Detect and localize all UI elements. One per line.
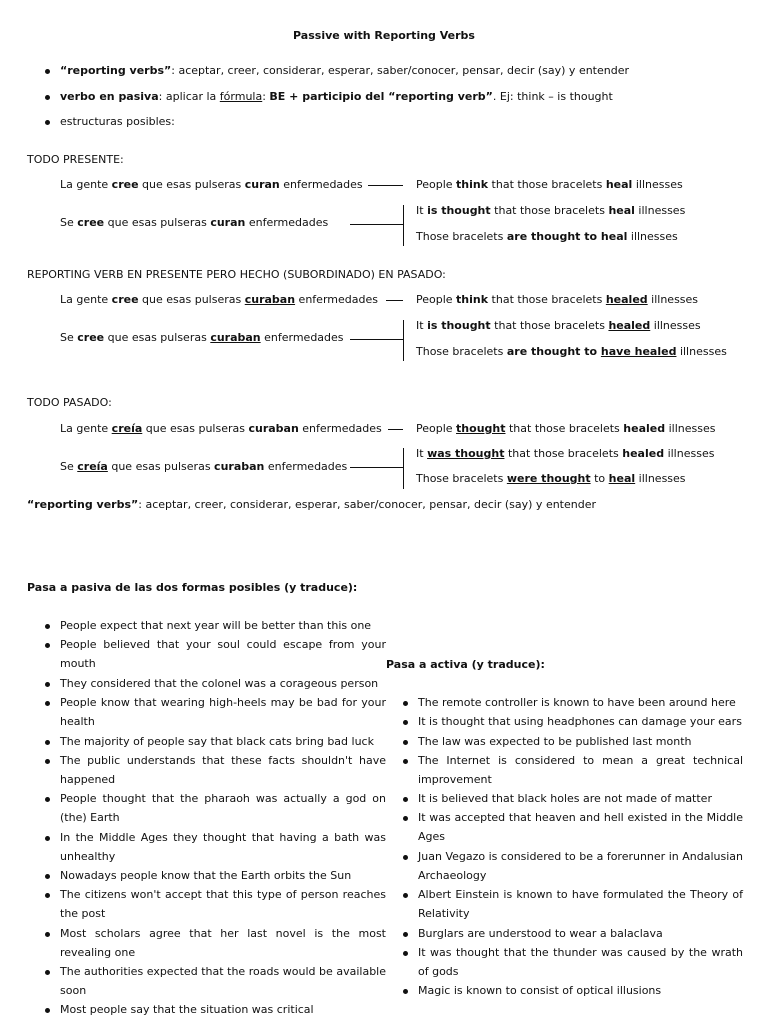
bullet-icon — [403, 855, 408, 860]
bracket-line — [403, 320, 404, 361]
exercise-item: It is thought that using headphones can damage your ears — [418, 715, 742, 728]
spanish-passive-sentence: Se cree que esas pulseras curaban enfermedades — [60, 331, 344, 344]
bullet-icon — [403, 759, 408, 764]
bullet-icon — [403, 989, 408, 994]
connector-line — [350, 224, 403, 225]
english-passive-it-sentence: It was thought that those bracelets healed illnesses — [416, 447, 715, 460]
bullet-icon — [45, 95, 50, 100]
exercise-item: The majority of people say that black cats bring bad luck — [60, 735, 374, 748]
bullet-icon — [45, 893, 50, 898]
english-passive-subject-sentence: Those bracelets are thought to have healed illnesses — [416, 345, 727, 358]
spanish-passive-sentence: Se cree que esas pulseras curan enfermedades — [60, 216, 329, 229]
bullet-icon — [45, 932, 50, 937]
intro-structures: estructuras posibles: — [60, 115, 175, 128]
bullet-icon — [45, 701, 50, 706]
bullet-icon — [45, 836, 50, 841]
exercise-item: People expect that next year will be better than this one — [60, 619, 372, 632]
exercise-2-heading: Pasa a activa (y traduce): — [386, 658, 545, 671]
exercise-item: It was thought that the thunder was caused by the wrath of gods — [418, 946, 743, 978]
bullet-icon — [45, 797, 50, 802]
exercise-item: It was accepted that heaven and hell existed in the Middle Ages — [418, 811, 743, 843]
bullet-icon — [403, 951, 408, 956]
exercise-item: The authorities expected that the roads would be available soon — [60, 965, 386, 997]
english-active-sentence: People think that those bracelets healed illnesses — [416, 293, 699, 306]
section-heading: TODO PASADO: — [27, 396, 112, 409]
bullet-icon — [45, 1008, 50, 1013]
spanish-active-sentence: La gente cree que esas pulseras curan enfermedades — [60, 178, 363, 191]
bullet-icon — [45, 624, 50, 629]
exercise-item: The remote controller is known to have been around here — [418, 696, 736, 709]
bullet-icon — [45, 740, 50, 745]
spanish-passive-sentence: Se creía que esas pulseras curaban enfermedades — [60, 460, 348, 473]
exercise-1-heading: Pasa a pasiva de las dos formas posibles (y traduce): — [27, 581, 358, 594]
english-active-sentence: People thought that those bracelets healed illnesses — [416, 422, 716, 435]
bullet-icon — [403, 701, 408, 706]
connector-line — [388, 429, 403, 430]
bracket-line — [403, 205, 404, 246]
exercise-item: Magic is known to consist of optical illusions — [418, 984, 662, 997]
exercise-item: It is believed that black holes are not made of matter — [418, 792, 712, 805]
exercise-item: In the Middle Ages they thought that having a bath was unhealthy — [60, 831, 386, 863]
exercise-item: The law was expected to be published last month — [418, 735, 692, 748]
bracket-line — [403, 448, 404, 489]
english-active-sentence: People think that those bracelets heal illnesses — [416, 178, 683, 191]
exercise-item: The Internet is considered to mean a great technical improvement — [418, 754, 743, 786]
bullet-icon — [45, 759, 50, 764]
bullet-icon — [403, 893, 408, 898]
connector-line — [368, 185, 403, 186]
exercise-item: People know that wearing high-heels may be bad for your health — [60, 696, 386, 728]
bullet-icon — [403, 932, 408, 937]
exercise-item: Albert Einstein is known to have formulated the Theory of Relativity — [418, 888, 743, 920]
english-passive-it-sentence: It is thought that those bracelets healed illnesses — [416, 319, 701, 332]
bullet-icon — [45, 874, 50, 879]
connector-line — [350, 467, 403, 468]
exercise-item: They considered that the colonel was a corageous person — [60, 677, 379, 690]
connector-line — [386, 300, 403, 301]
bullet-icon — [403, 740, 408, 745]
exercise-item: The public understands that these facts shouldn't have happened — [60, 754, 386, 786]
bullet-icon — [403, 720, 408, 725]
intro-reporting-verbs: “reporting verbs”: aceptar, creer, considerar, esperar, saber/conocer, pensar, decir (say) y entender — [60, 64, 630, 77]
page-title: Passive with Reporting Verbs — [293, 29, 475, 42]
bullet-icon — [45, 682, 50, 687]
reporting-verbs-recap: “reporting verbs”: aceptar, creer, considerar, esperar, saber/conocer, pensar, decir (say) y entender — [27, 498, 597, 511]
bullet-icon — [45, 120, 50, 125]
bullet-icon — [403, 797, 408, 802]
spanish-active-sentence: La gente creía que esas pulseras curaban enfermedades — [60, 422, 382, 435]
intro-passive-formula: verbo en pasiva: aplicar la fórmula: BE + participio del “reporting verb”. Ej: think – is thought — [60, 90, 613, 103]
bullet-icon — [45, 643, 50, 648]
section-heading: TODO PRESENTE: — [27, 153, 124, 166]
exercise-item: People thought that the pharaoh was actually a god on (the) Earth — [60, 792, 386, 824]
exercise-item: Most scholars agree that her last novel is the most revealing one — [60, 927, 386, 959]
connector-line — [350, 339, 403, 340]
bullet-icon — [45, 970, 50, 975]
exercise-item: Burglars are understood to wear a balaclava — [418, 927, 663, 940]
exercise-item: People believed that your soul could escape from your mouth — [60, 638, 386, 670]
exercise-item: The citizens won't accept that this type of person reaches the post — [60, 888, 386, 920]
exercise-item: Nowadays people know that the Earth orbits the Sun — [60, 869, 352, 882]
english-passive-subject-sentence: Those bracelets are thought to heal illnesses — [416, 230, 678, 243]
english-passive-it-sentence: It is thought that those bracelets heal illnesses — [416, 204, 686, 217]
exercise-item: Most people say that the situation was critical — [60, 1003, 314, 1016]
exercise-item: Juan Vegazo is considered to be a forerunner in Andalusian Archaeology — [418, 850, 743, 882]
section-heading: REPORTING VERB EN PRESENTE PERO HECHO (SUBORDINADO) EN PASADO: — [27, 268, 446, 281]
english-passive-subject-sentence: Those bracelets were thought to heal illnesses — [416, 472, 686, 485]
bullet-icon — [45, 69, 50, 74]
spanish-active-sentence: La gente cree que esas pulseras curaban enfermedades — [60, 293, 378, 306]
bullet-icon — [403, 816, 408, 821]
